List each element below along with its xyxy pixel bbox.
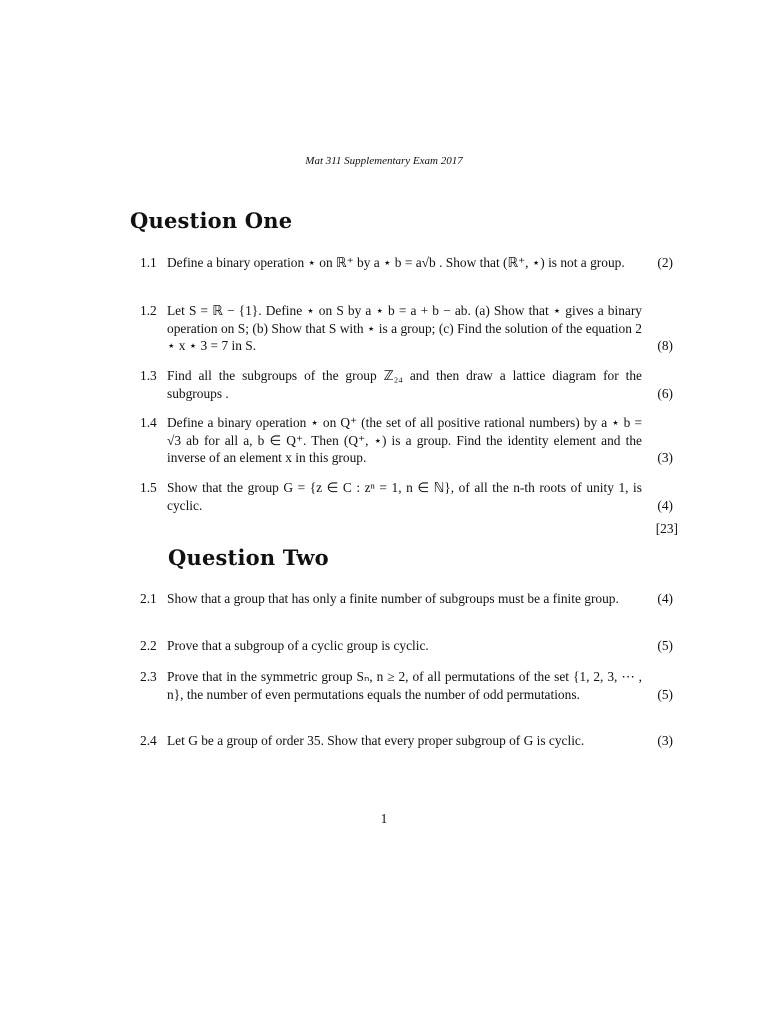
item-marks: (5)	[657, 686, 673, 702]
item-number: 2.1	[140, 591, 157, 606]
question-item-2-3	[140, 668, 680, 703]
item-text: Let G be a group of order 35. Show that every proper subgroup of G is cyclic.	[167, 733, 585, 748]
question-item-1-2	[140, 302, 680, 355]
item-text: Find all the subgroups of the group ℤ₂₄ and then draw a lattice diagram for the subgroups .	[167, 368, 642, 401]
item-marks: (3)	[657, 733, 673, 748]
item-text: Define a binary operation ⋆ on Q⁺ (the set of all positive rational numbers) by a ⋆ b = √3 ab for all a, b ∈ Q⁺. Then (Q⁺, ⋆) is a group. Find the identity element and the inverse of an element x in this group.	[167, 415, 642, 465]
question-item-2-4	[140, 732, 680, 750]
item-text: Prove that a subgroup of a cyclic group is cyclic.	[167, 638, 429, 653]
item-number: 1.4	[140, 415, 157, 430]
item-marks: (4)	[657, 591, 673, 606]
item-number: 2.2	[140, 638, 157, 653]
item-number: 2.4	[140, 733, 157, 748]
item-marks: (3)	[657, 450, 673, 465]
item-number: 1.1	[140, 255, 157, 270]
question-item-2-2	[140, 637, 680, 655]
item-marks: (8)	[657, 338, 673, 353]
item-text: Show that a group that has only a finite number of subgroups must be a finite group.	[167, 591, 619, 606]
page-number: 1	[380, 811, 388, 826]
item-number: 1.3	[140, 368, 157, 383]
question-item-1-5	[140, 479, 680, 514]
item-number: 1.5	[140, 480, 157, 495]
question-item-2-1	[140, 590, 680, 608]
question-two-title: Question Two	[168, 545, 329, 570]
question-item-1-4	[140, 414, 680, 467]
item-marks: (4)	[657, 497, 673, 513]
item-number: 1.2	[140, 303, 157, 318]
question-item-1-3	[140, 367, 680, 402]
item-marks: (2)	[657, 255, 673, 270]
item-number: 2.3	[140, 669, 157, 684]
page-header: Mat 311 Supplementary Exam 2017	[305, 155, 463, 167]
question-one-title: Question One	[130, 208, 293, 233]
question-item-1-1	[140, 254, 680, 272]
item-text: Let S = ℝ − {1}. Define ⋆ on S by a ⋆ b = a + b − ab. (a) Show that ⋆ gives a binary operation on S; (b) Show that S with ⋆ is a group; (c) Find the solution of the equation 2 ⋆ x ⋆ 3 = 7 in S.	[167, 303, 642, 353]
item-marks: (5)	[657, 638, 673, 653]
item-text: Prove that in the symmetric group Sₙ, n ≥ 2, of all permutations of the set {1, 2, 3, ⋯ , n}, the number of even permutations equals the number of odd permutations.	[167, 669, 642, 702]
item-text: Show that the group G = {z ∈ C : zⁿ = 1, n ∈ ℕ}, of all the n-th roots of unity 1, is cyclic.	[167, 480, 642, 513]
item-text: Define a binary operation ⋆ on ℝ⁺ by a ⋆ b = a√b . Show that (ℝ⁺, ⋆) is not a group.	[167, 255, 625, 270]
question-one-total: [23]	[655, 521, 678, 536]
item-marks: (6)	[657, 385, 673, 401]
